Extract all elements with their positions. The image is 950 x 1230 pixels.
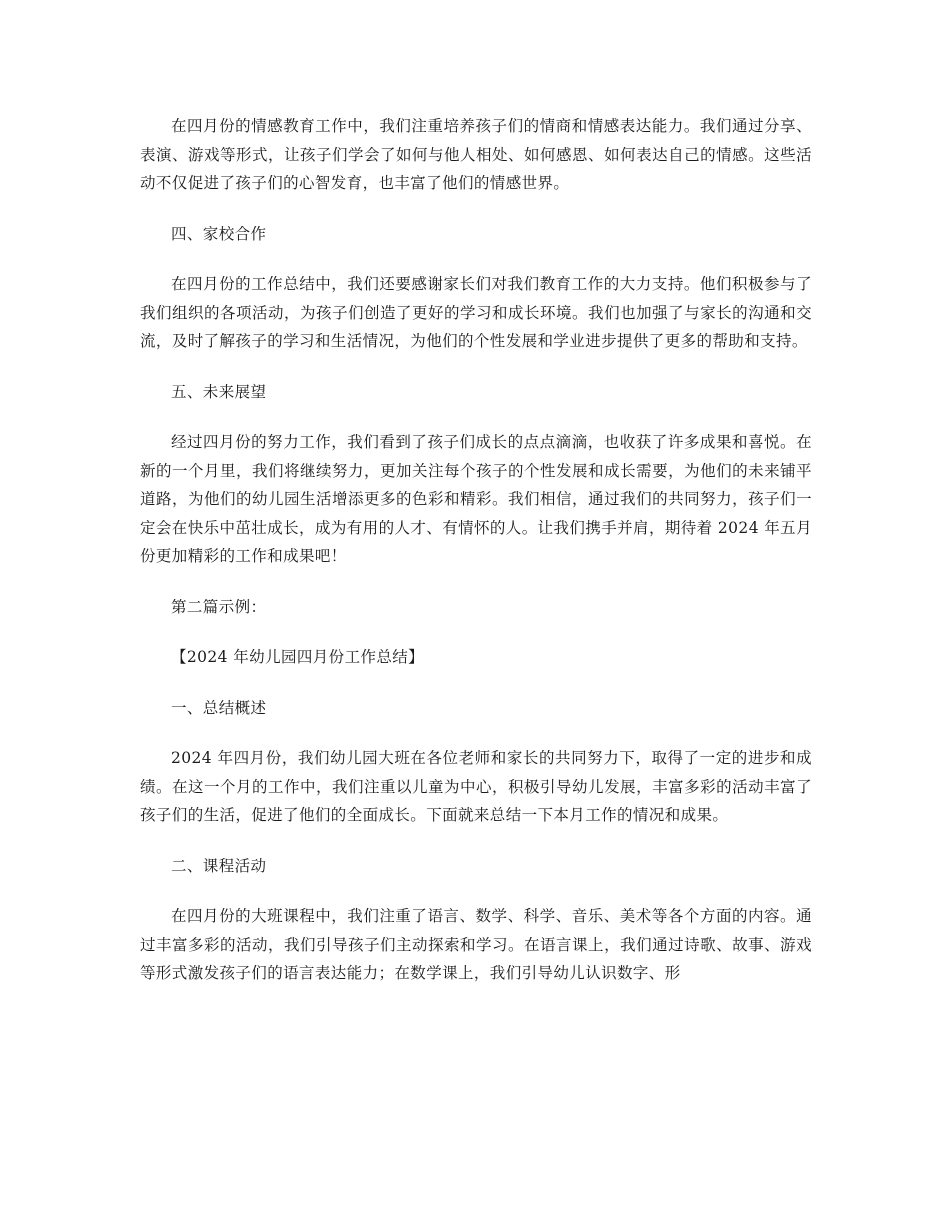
- paragraph-course-activities: 在四月份的大班课程中，我们注重了语言、数学、科学、音乐、美术等各个方面的内容。通过丰富多彩的活动，我们引导孩子们主动探索和学习。在语言课上，我们通过诗歌、故事、游戏等形式激发孩子们的语言表达能力；在数学课上，我们引导幼儿认识数字、形: [140, 907, 812, 982]
- paragraph-home-school: 在四月份的工作总结中，我们还要感谢家长们对我们教育工作的大力支持。他们积极参与了我们组织的各项活动，为孩子们创造了更好的学习和成长环境。我们也加强了与家长的沟通和交流，及时了解孩子的学习和生活情况，为他们的个性发展和学业进步提供了更多的帮助和支持。: [140, 275, 812, 350]
- paragraph-gap: [140, 830, 812, 852]
- paragraph-gap: [140, 571, 812, 593]
- paragraph-emotional-education: 在四月份的情感教育工作中，我们注重培养孩子们的情商和情感表达能力。我们通过分享、表演、游戏等形式，让孩子们学会了如何与他人相处、如何感恩、如何表达自己的情感。这些活动不仅促进了孩子们的心智发育，也丰富了他们的情感世界。: [140, 117, 812, 192]
- paragraph-future-outlook: 经过四月份的努力工作，我们看到了孩子们成长的点点滴滴，也收获了许多成果和喜悦。在新的一个月里，我们将继续努力，更加关注每个孩子的个性发展和成长需要，为他们的未来铺平道路，为他们的幼儿园生活增添更多的色彩和精彩。我们相信，通过我们的共同努力，孩子们一定会在快乐中茁壮成长，成为有用的人才、有情怀的人。让我们携手并肩，期待着 2024 年五月份更加精彩的工作和成果吧！: [140, 433, 812, 565]
- paragraph-gap: [140, 722, 812, 744]
- section-heading-home-school: 四、家校合作: [171, 224, 267, 243]
- paragraph-gap: [140, 198, 812, 220]
- section-heading-course-activities: 二、课程活动: [171, 856, 267, 875]
- paragraph-gap: [140, 880, 812, 902]
- section-heading-future-outlook: 五、未来展望: [171, 382, 267, 401]
- paragraph-gap: [140, 406, 812, 428]
- section-heading-summary: 一、总结概述: [171, 698, 267, 717]
- paragraph-gap: [140, 356, 812, 378]
- document-subtitle: 【2024 年幼儿园四月份工作总结】: [171, 648, 425, 666]
- paragraph-gap: [140, 672, 812, 694]
- document-body: [140, 112, 812, 988]
- paragraph-gap: [140, 621, 812, 643]
- paragraph-gap: [140, 248, 812, 270]
- paragraph-summary: 2024 年四月份，我们幼儿园大班在各位老师和家长的共同努力下，取得了一定的进步和成绩。在这一个月的工作中，我们注重以儿童为中心，积极引导幼儿发展，丰富多彩的活动丰富了孩子们的生活，促进了他们的全面成长。下面就来总结一下本月工作的情况和成果。: [140, 749, 812, 824]
- example-label: 第二篇示例：: [171, 597, 267, 616]
